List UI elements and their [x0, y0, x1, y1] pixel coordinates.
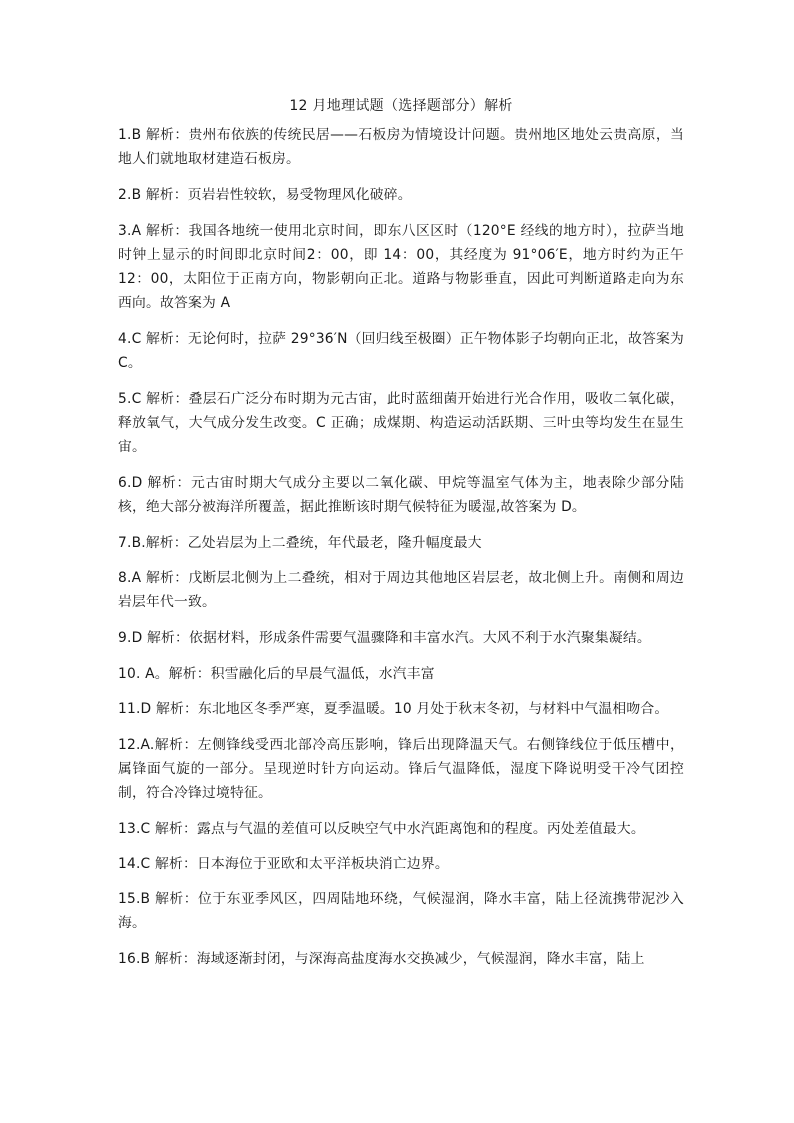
answer-16: 16.B 解析：海域逐渐封闭，与深海高盐度海水交换减少，气候湿润，降水丰富，陆上: [118, 951, 645, 967]
document-title: 12 月地理试题（选择题部分）解析: [289, 98, 513, 114]
answer-14: 14.C 解析：日本海位于亚欧和太平洋板块消亡边界。: [118, 856, 449, 872]
answer-1: 1.B 解析：贵州布依族的传统民居——石板房为情境设计问题。贵州地区地处云贵高原，当地人们就地取材建造石板房。: [118, 127, 684, 167]
document-page: [118, 96, 684, 983]
answer-9: 9.D 解析：依据材料，形成条件需要气温骤降和丰富水汽。大风不利于水汽聚集凝结。: [118, 630, 651, 646]
answer-3: 3.A 解析：我国各地统一使用北京时间，即东八区区时（120°E 经线的地方时），拉萨当地时钟上显示的时间即北京时间2：00，即 14：00，其经度为 91°06′E，地方时约为正午 12：00，太阳位于正南方向，物影朝向正北。道路与物影垂直，因此可判断道路走向为东西向。故答案为 A: [118, 223, 684, 311]
answer-15: 15.B 解析：位于东亚季风区，四周陆地环绕，气候湿润，降水丰富，陆上径流携带泥沙入海。: [118, 891, 684, 931]
answer-5: 5.C 解析：叠层石广泛分布时期为元古宙，此时蓝细菌开始进行光合作用，吸收二氧化碳，释放氧气，大气成分发生改变。C 正确；成煤期、构造运动活跃期、三叶虫等均发生在显生宙。: [118, 391, 684, 455]
answer-2: 2.B 解析：页岩岩性较软，易受物理风化破碎。: [118, 187, 412, 203]
answer-10: 10. A。解析：积雪融化后的早晨气温低，水汽丰富: [118, 666, 435, 682]
answer-4: 4.C 解析：无论何时，拉萨 29°36′N（回归线至极圈）正午物体影子均朝向正北，故答案为 C。: [118, 331, 684, 371]
answer-6: 6.D 解析：元古宙时期大气成分主要以二氧化碳、甲烷等温室气体为主，地表除少部分陆核，绝大部分被海洋所覆盖，据此推断该时期气候特征为暖湿,故答案为 D。: [118, 475, 684, 515]
answer-12: 12.A.解析：左侧锋线受西北部冷高压影响，锋后出现降温天气。右侧锋线位于低压槽中，属锋面气旋的一部分。呈现逆时针方向运动。锋后气温降低，湿度下降说明受干冷气团控制，符合冷锋过境特征。: [118, 737, 684, 801]
answer-11: 11.D 解析：东北地区冬季严寒，夏季温暖。10 月处于秋末冬初，与材料中气温相吻合。: [118, 701, 669, 717]
answer-13: 13.C 解析：露点与气温的差值可以反映空气中水汽距离饱和的程度。丙处差值最大。: [118, 821, 645, 837]
answer-7: 7.B.解析：乙处岩层为上二叠统，年代最老，隆升幅度最大: [118, 535, 482, 551]
answer-8: 8.A 解析：戊断层北侧为上二叠统，相对于周边其他地区岩层老，故北侧上升。南侧和周边岩层年代一致。: [118, 570, 684, 610]
